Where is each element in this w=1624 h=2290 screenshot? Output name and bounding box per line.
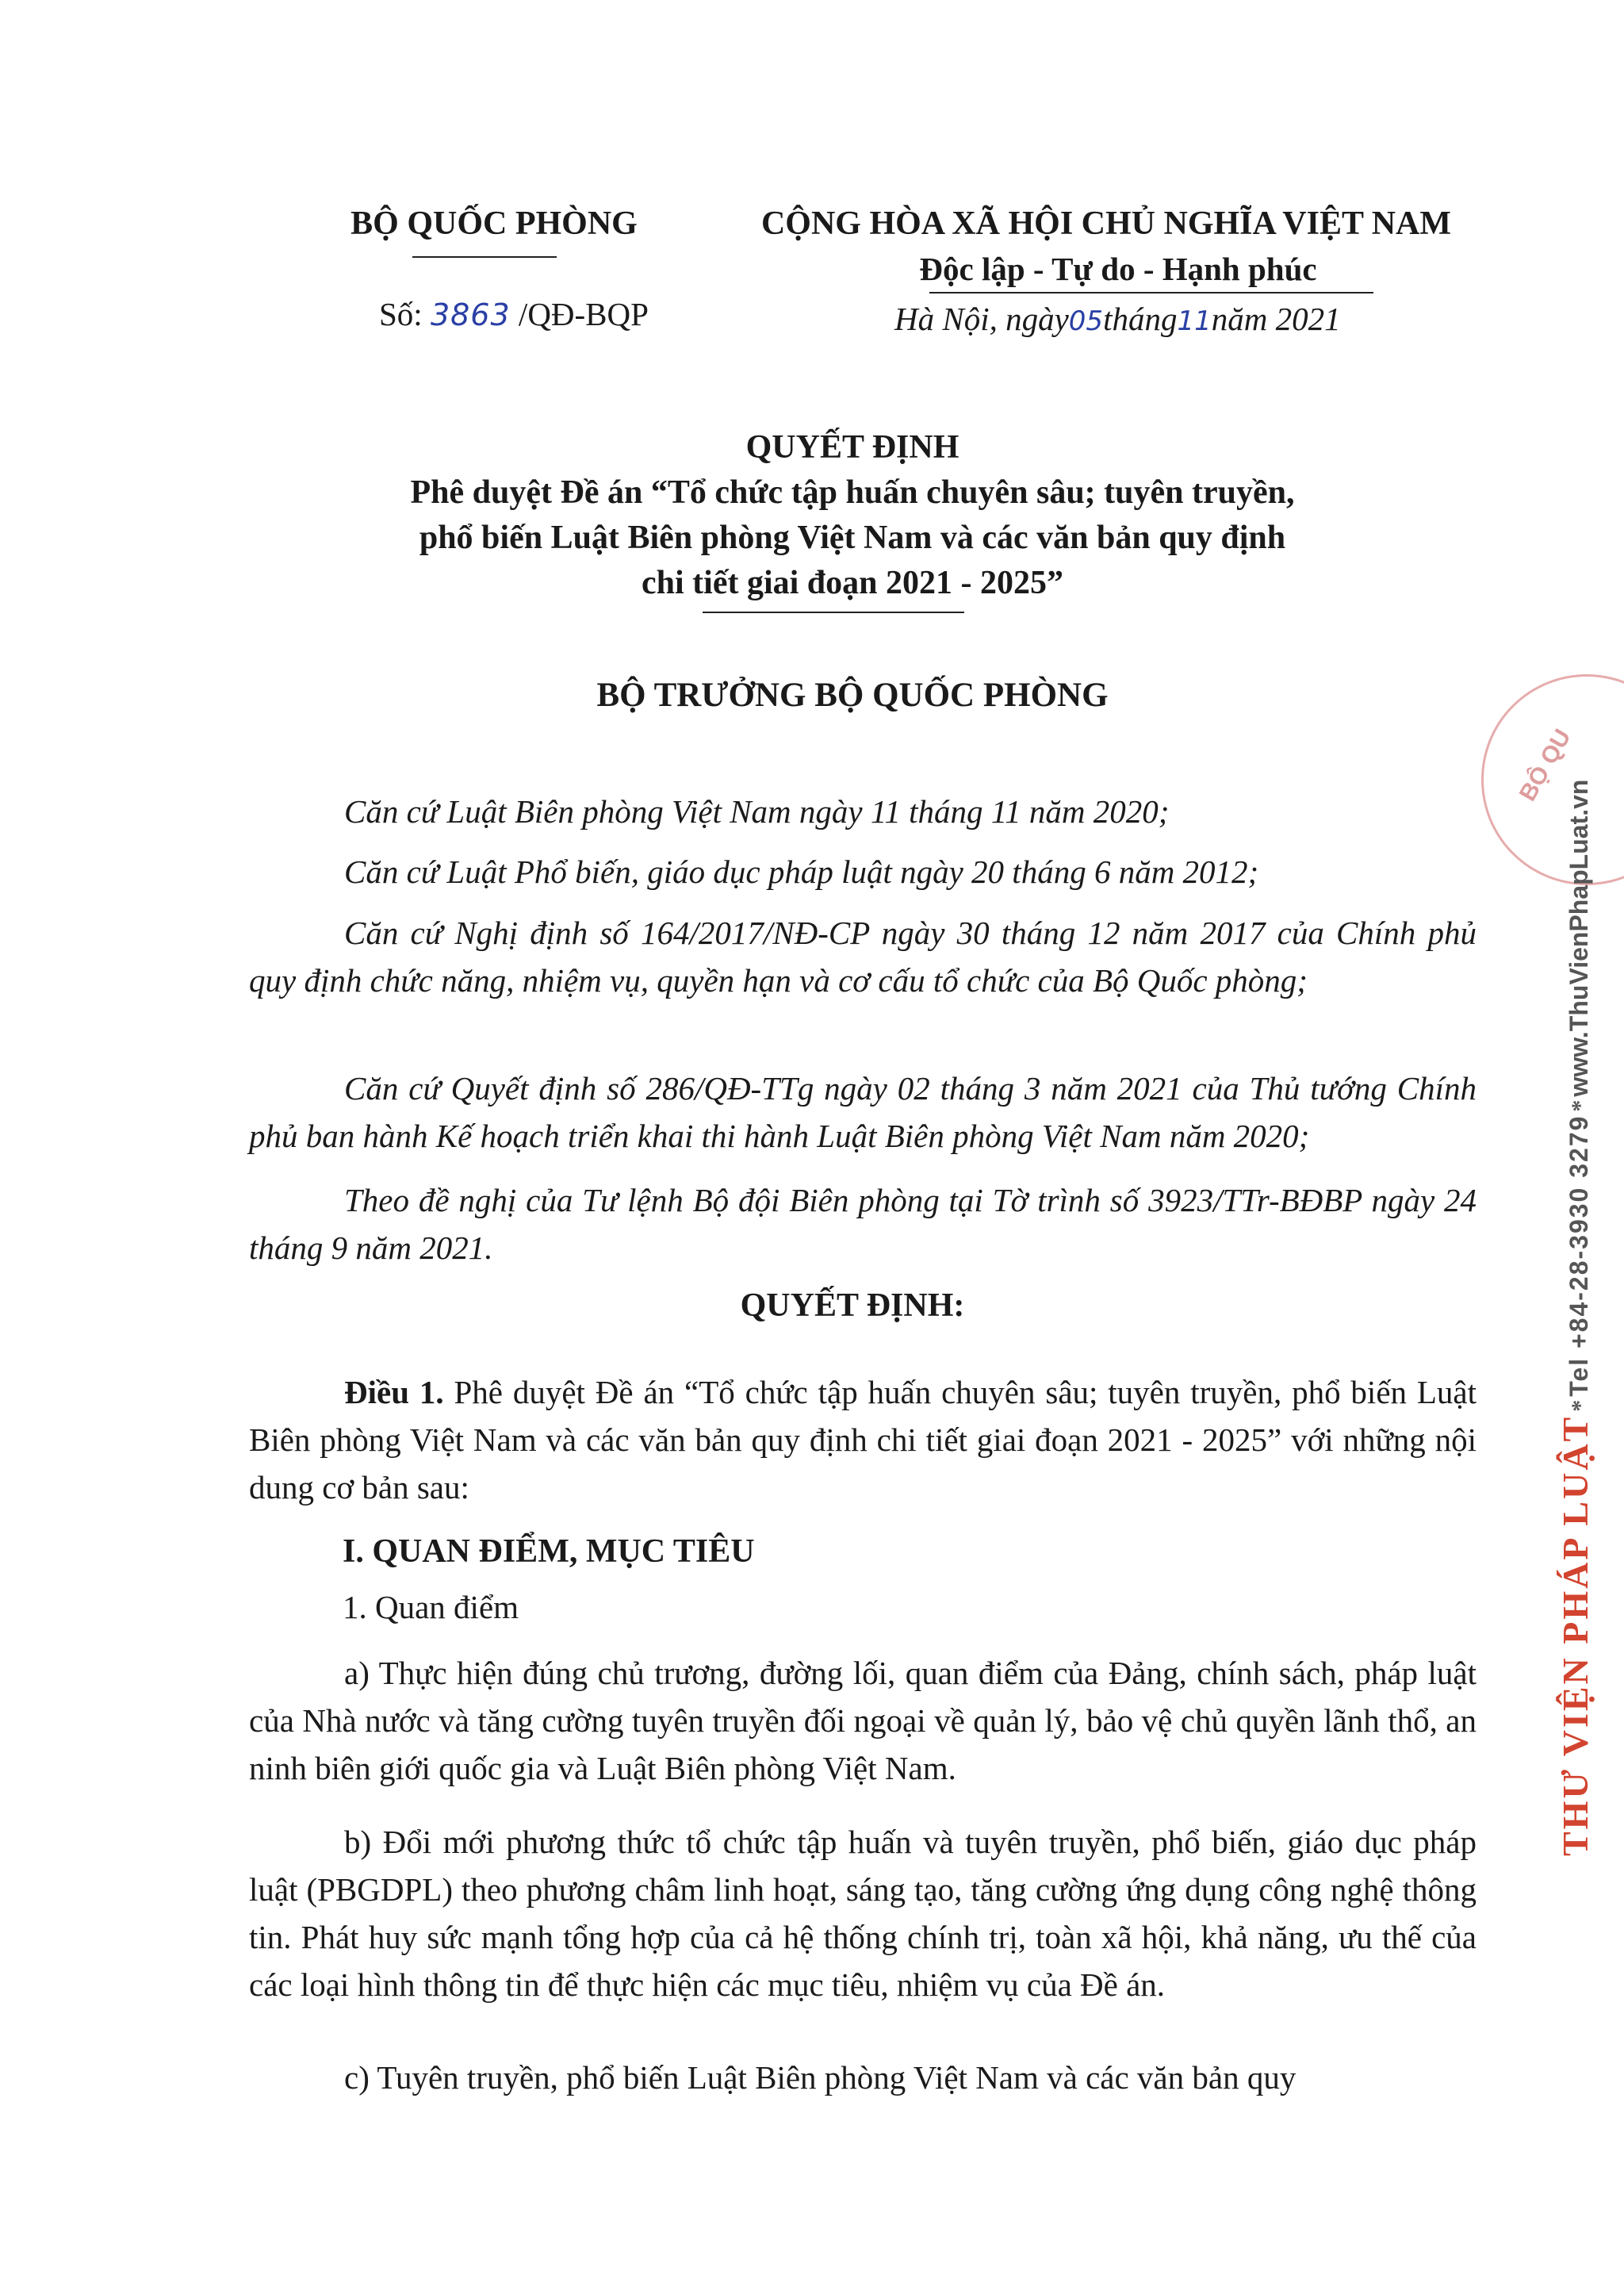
title-underline — [703, 612, 964, 613]
item-b: b) Đổi mới phương thức tổ chức tập huấn và tuyên truyền, phổ biến, giáo dục pháp luật (PBGDPL) theo phương châm linh hoạt, sáng tạo, tăng cường ứng dụng công nghệ thông tin. Phát huy sức mạnh tổng hợp của cả hệ thống chính trị, toàn xã hội, khả năng, ưu thế của các loại hình thông tin để thực hiện các mục tiêu, nhiệm vụ của Đề án. — [249, 1824, 1477, 2003]
date-month-word: tháng — [1103, 301, 1178, 337]
date-place: Hà Nội, ngày — [894, 301, 1069, 337]
article-1-label: Điều 1. — [344, 1374, 444, 1410]
legal-basis-1: Căn cứ Luật Biên phòng Việt Nam ngày 11 tháng 11 năm 2020; — [344, 793, 1170, 830]
watermark-brand: THƯ VIỆN PHÁP LUẬT — [1555, 1414, 1595, 1856]
motto-underline — [929, 292, 1373, 293]
legal-basis-5: Theo đề nghị của Tư lệnh Bộ đội Biên phòng tại Tờ trình số 3923/TTr-BĐBP ngày 24 tháng 9 năm 2021. — [249, 1182, 1477, 1266]
issuing-ministry: BỘ QUỐC PHÒNG — [350, 205, 638, 242]
title-line-2: phổ biến Luật Biên phòng Việt Nam và các văn bản quy định — [419, 520, 1286, 556]
docno-prefix: Số: — [379, 296, 423, 332]
watermark-separator: * — [1567, 1099, 1593, 1112]
issue-date — [894, 300, 1341, 338]
watermark-separator: * — [1567, 1399, 1593, 1412]
side-watermark — [1554, 32, 1596, 1856]
title-line-1: Phê duyệt Đề án “Tổ chức tập huấn chuyên sâu; tuyên truyền, — [410, 474, 1295, 511]
legal-basis-3: Căn cứ Nghị định số 164/2017/NĐ-CP ngày 30 tháng 12 năm 2017 của Chính phủ quy định chức năng, nhiệm vụ, quyền hạn và cơ cấu tổ chức của Bộ Quốc phòng; — [249, 915, 1477, 999]
ministry-underline — [412, 256, 557, 258]
document-number — [379, 295, 649, 333]
article-1 — [249, 1368, 1477, 1511]
date-day-handwritten: 05 — [1068, 305, 1104, 337]
republic-heading: CỘNG HÒA XÃ HỘI CHỦ NGHĨA VIỆT NAM — [760, 205, 1452, 242]
section-1-heading: I. QUAN ĐIỂM, MỤC TIÊU — [343, 1533, 755, 1570]
minister-heading: BỘ TRƯỞNG BỘ QUỐC PHÒNG — [596, 677, 1109, 714]
legal-basis-4: Căn cứ Quyết định số 286/QĐ-TTg ngày 02 tháng 3 năm 2021 của Thủ tướng Chính phủ ban hành Kế hoạch triển khai thi hành Luật Biên phòng Việt Nam năm 2020; — [249, 1070, 1477, 1154]
item-a: a) Thực hiện đúng chủ trương, đường lối, quan điểm của Đảng, chính sách, pháp luật của Nhà nước và tăng cường tuyên truyền đối ngoại về quản lý, bảo vệ chủ quyền lãnh thổ, an ninh biên giới quốc gia và Luật Biên phòng Việt Nam. — [249, 1655, 1477, 1786]
legal-basis-2: Căn cứ Luật Phổ biến, giáo dục pháp luật ngày 20 tháng 6 năm 2012; — [344, 853, 1259, 890]
watermark-phone: Tel +84-28-3930 3279 — [1565, 1114, 1593, 1397]
subsection-viewpoint: 1. Quan điểm — [343, 1589, 519, 1625]
national-motto: Độc lập - Tự do - Hạnh phúc — [919, 251, 1317, 287]
date-year: năm 2021 — [1211, 301, 1341, 337]
decision-operative-heading: QUYẾT ĐỊNH: — [740, 1287, 965, 1324]
item-c: c) Tuyên truyền, phổ biến Luật Biên phòng Việt Nam và các văn bản quy — [344, 2059, 1297, 2096]
docno-handwritten-number: 3863 — [430, 297, 511, 332]
article-1-text: Phê duyệt Đề án “Tổ chức tập huấn chuyên sâu; tuyên truyền, phổ biến Luật Biên phòng Việt Nam và các văn bản quy định chi tiết giai đoạn 2021 - 2025” với những nội dung cơ bản sau: — [249, 1374, 1477, 1506]
watermark-website: www.ThuVienPhapLuat.vn — [1565, 779, 1593, 1097]
date-month-handwritten: 11 — [1177, 305, 1212, 337]
seal-stamp-text: BỘ QU — [1514, 724, 1576, 806]
decision-heading: QUYẾT ĐỊNH — [745, 429, 959, 466]
docno-suffix: /QĐ-BQP — [518, 296, 649, 332]
title-line-3: chi tiết giai đoạn 2021 - 2025” — [642, 565, 1063, 601]
